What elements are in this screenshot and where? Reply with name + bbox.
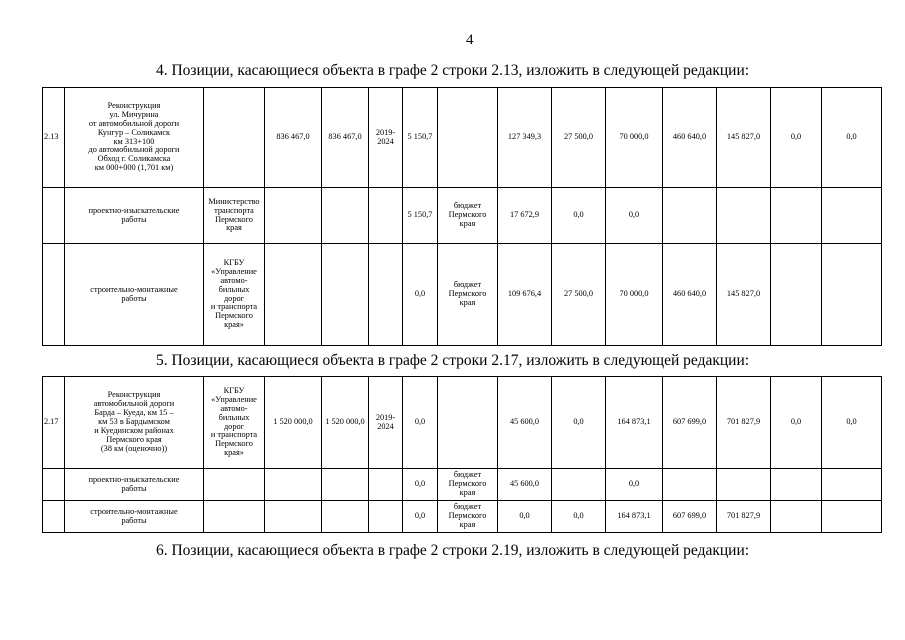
table-cell [663,188,717,244]
table-cell [771,188,822,244]
table-cell [322,244,369,346]
table-cell: 2.13 [43,88,65,188]
table-cell: 0,0 [552,501,606,533]
table-row [43,244,882,346]
table-cell: 70 000,0 [606,88,663,188]
table-cell [369,244,403,346]
table-cell [43,469,65,501]
table-cell [438,377,498,469]
table-cell: 5 150,7 [403,88,438,188]
table-row [43,377,882,469]
table-cell: Министерство транспорта Пермского края [204,188,265,244]
table-cell [663,469,717,501]
table-row-2-17 [42,376,882,533]
table-cell: 164 873,1 [606,501,663,533]
table-cell [43,244,65,346]
table-cell: Реконструкция автомобильной дороги Барда – Куеда, км 15 – км 53 в Бардымском и Куединском районах Пермского края (38 км (оценочно)) [65,377,204,469]
table-cell: 17 672,9 [498,188,552,244]
table-cell: 27 500,0 [552,244,606,346]
table-cell: 0,0 [771,377,822,469]
table-cell [322,188,369,244]
page-number: 4 [466,32,474,48]
table-cell: КГБУ «Управление автомо- бильных дорог и транспорта Пермского края» [204,244,265,346]
table-cell: 0,0 [606,469,663,501]
table-cell: бюджет Пермского края [438,469,498,501]
table-cell: 460 640,0 [663,244,717,346]
table-cell: 5 150,7 [403,188,438,244]
table-cell [204,501,265,533]
table-cell: 0,0 [403,244,438,346]
table-row-2-13 [42,87,882,346]
table-cell: 2019- 2024 [369,88,403,188]
table-cell: 127 349,3 [498,88,552,188]
table-cell: 607 699,0 [663,501,717,533]
table-row [43,501,882,533]
table-cell: 1 520 000,0 [322,377,369,469]
table-cell [552,469,606,501]
table-cell [265,501,322,533]
table-cell [822,501,882,533]
section-heading-6: 6. Позиции, касающиеся объекта в графе 2 строки 2.19, изложить в следующей редакции: [155,542,750,559]
table-cell: 2019- 2024 [369,377,403,469]
table-cell: бюджет Пермского края [438,501,498,533]
table-cell [369,469,403,501]
table-cell [771,244,822,346]
table-cell: 164 873,1 [606,377,663,469]
table-cell: 836 467,0 [322,88,369,188]
table-cell: 0,0 [822,377,882,469]
table-cell: 0,0 [552,377,606,469]
table-cell [717,469,771,501]
table-cell: 836 467,0 [265,88,322,188]
table-cell [822,244,882,346]
table-cell: 27 500,0 [552,88,606,188]
table-cell: 701 827,9 [717,377,771,469]
table-cell [204,469,265,501]
table-cell [265,469,322,501]
table-cell: проектно-изыскательские работы [65,188,204,244]
table-cell [717,188,771,244]
table-cell: 607 699,0 [663,377,717,469]
table-cell: КГБУ «Управление автомо- бильных дорог и транспорта Пермского края» [204,377,265,469]
table-cell: 701 827,9 [717,501,771,533]
table-row [43,188,882,244]
table-cell [822,469,882,501]
table-cell: Реконструкция ул. Мичурина от автомобильной дороги Кунгур – Соликамск км 313+100 до автомобильной дороги Обход г. Соликамска км 000+000 (1,701 км) [65,88,204,188]
table-cell: 0,0 [403,469,438,501]
table-cell: 2.17 [43,377,65,469]
table-cell: 0,0 [403,501,438,533]
table-cell: 109 676,4 [498,244,552,346]
table-row [43,469,882,501]
table-cell: 0,0 [822,88,882,188]
table-cell: 0,0 [552,188,606,244]
table-cell: 45 600,0 [498,469,552,501]
table-cell: 1 520 000,0 [265,377,322,469]
table-cell: 0,0 [771,88,822,188]
table-cell: проектно-изыскательские работы [65,469,204,501]
table-cell [322,501,369,533]
table-cell [265,244,322,346]
table-cell: 145 827,0 [717,244,771,346]
table-cell: 145 827,0 [717,88,771,188]
table-cell: строительно-монтажные работы [65,501,204,533]
table-cell: строительно-монтажные работы [65,244,204,346]
table-cell: бюджет Пермского края [438,188,498,244]
table-cell: 0,0 [403,377,438,469]
table2-body [43,377,882,533]
table-row [43,88,882,188]
table-cell [771,501,822,533]
table-cell [771,469,822,501]
table-cell [822,188,882,244]
table-cell: 0,0 [606,188,663,244]
table-cell: 0,0 [498,501,552,533]
table-cell [369,188,403,244]
table-cell [322,469,369,501]
table-cell [43,501,65,533]
table1-body [43,88,882,346]
table-cell [369,501,403,533]
table-cell: бюджет Пермского края [438,244,498,346]
table-cell [43,188,65,244]
section-heading-5: 5. Позиции, касающиеся объекта в графе 2 строки 2.17, изложить в следующей редакции: [155,352,750,369]
section-heading-4: 4. Позиции, касающиеся объекта в графе 2 строки 2.13, изложить в следующей редакции: [155,62,750,79]
table-cell: 70 000,0 [606,244,663,346]
table-cell: 460 640,0 [663,88,717,188]
table-cell [438,88,498,188]
table-cell: 45 600,0 [498,377,552,469]
table-cell [265,188,322,244]
table-cell [204,88,265,188]
